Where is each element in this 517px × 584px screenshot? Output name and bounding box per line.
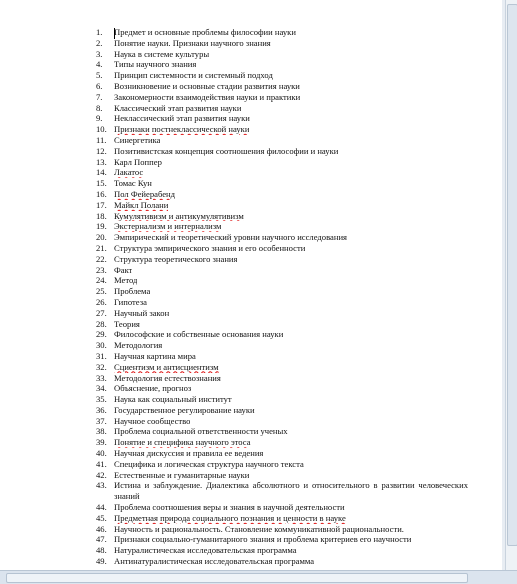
list-item-text: Карл Поппер [114,156,162,167]
list-item [96,167,468,178]
list-item-number: 36. [96,404,107,415]
list-item-text: Факт [114,264,133,275]
list-item-text: Классический этап развития науки [114,102,242,113]
list-item-text: Гипотеза [114,296,147,307]
list-item-number: 25. [96,286,107,297]
list-item-number: 41. [96,458,107,469]
list-item-text: Естественные и гуманитарные науки [114,469,250,480]
list-item [96,297,468,308]
list-item-number: 27. [96,307,107,318]
list-item [96,38,468,49]
list-item-number: 14. [96,167,107,178]
list-item-number: 44. [96,502,107,513]
list-item-text: Неклассический этап развития науки [114,113,250,124]
list-item-number: 18. [96,210,107,221]
list-item-text: Сциентизм и антисциентизм [114,361,219,372]
list-item-text: Закономерности взаимодействия науки и практики [114,91,301,102]
list-item-number: 17. [96,199,107,210]
list-item [96,124,468,135]
list-item-number: 11. [96,134,107,145]
list-item [96,351,468,362]
list-item-text: Кумулятивизм и антикумулятивизм [114,210,244,221]
list-item-text: Позитивистская концепция соотношения философии и науки [114,145,339,156]
list-item-text: Проблема социальной ответственности ученых [114,426,288,437]
list-item [96,232,468,243]
list-item-text: Философские и собственные основания науки [114,329,284,340]
list-item [96,513,468,524]
list-item-text: Принцип системности и системный подход [114,70,273,81]
list-item [96,92,468,103]
horizontal-scrollbar-thumb[interactable] [6,573,468,583]
list-item-text: Теория [114,318,140,329]
list-item-text: Истина и заблуждение. Диалектика абсолютного и относительного в развитии человеческих знаний [114,480,468,502]
list-item [96,373,468,384]
list-item-text: Понятие науки. Признаки научного знания [114,37,271,48]
list-item-number: 13. [96,156,107,167]
list-item [96,146,468,157]
list-item-text: Научное сообщество [114,415,191,426]
list-item-number: 39. [96,437,107,448]
list-item [96,59,468,70]
list-item-number: 46. [96,523,107,534]
topic-list [96,27,468,567]
list-item-text: Признаки социально-гуманитарного знания и проблема критериев его научности [114,534,412,545]
list-item [96,362,468,373]
list-item [96,319,468,330]
list-item-number: 16. [96,188,107,199]
list-item-number: 32. [96,361,107,372]
list-item-number: 26. [96,296,107,307]
list-item-number: 30. [96,340,107,351]
list-item-number: 23. [96,264,107,275]
list-item [96,103,468,114]
list-item-text: Специфика и логическая структура научного текста [114,458,304,469]
list-item [96,437,468,448]
list-item-text: Понятие и специфика научного этоса [114,437,251,448]
list-item [96,254,468,265]
list-item-number: 5. [96,70,103,81]
list-item [96,524,468,535]
list-item [96,211,468,222]
list-item [96,221,468,232]
list-item-number: 21. [96,242,107,253]
vertical-scrollbar-thumb[interactable] [507,4,517,546]
list-item [96,27,468,38]
list-item-number: 15. [96,178,107,189]
list-item [96,448,468,459]
list-item [96,416,468,427]
list-item-number: 1. [96,27,103,37]
list-item-number: 22. [96,253,107,264]
list-item-text: Проблема [114,286,151,297]
list-item [96,189,468,200]
list-item [96,157,468,168]
list-item [96,135,468,146]
list-item [96,394,468,405]
list-item-number: 40. [96,448,107,459]
list-item-number: 7. [96,91,103,102]
list-item-number: 6. [96,80,103,91]
list-item [96,470,468,481]
list-item-text: Проблема соотношения веры и знания в научной деятельности [114,502,345,513]
vertical-scrollbar[interactable] [505,0,517,570]
list-item-text: Пол Фейерабенд [114,188,175,199]
list-item-text: Научность и рациональность. Становление коммуникативной рациональности. [114,523,404,534]
list-item-number: 37. [96,415,107,426]
list-item-text: Экстернализм и интернализм [114,221,222,232]
list-item-text: Лакатос [114,167,144,178]
list-item [96,70,468,81]
list-item [96,545,468,556]
list-item-text: Научная картина мира [114,350,196,361]
list-item-number: 47. [96,534,107,545]
list-item-text: Синергетика [114,134,161,145]
list-item [96,49,468,60]
list-item-text: Признаки постнеклассической науки [114,124,250,135]
list-item-text: Натуралистическая исследовательская программа [114,545,297,556]
list-item-text: Методология [114,340,163,351]
list-item-number: 4. [96,59,103,70]
list-item-number: 2. [96,37,103,48]
list-item-number: 12. [96,145,107,156]
list-item-text: Антинатуралистическая исследовательская программа [114,556,315,567]
list-item [96,426,468,437]
list-item [96,200,468,211]
list-item-text: Научный закон [114,307,170,318]
list-item-text: Государственное регулирование науки [114,404,255,415]
list-item-number: 9. [96,113,103,124]
list-item-number: 38. [96,426,107,437]
list-item-text: Предмет и основные проблемы философии науки [114,27,296,37]
list-item-text: Предметная природа социального познания и ценности в науке [114,512,346,523]
list-item-number: 3. [96,48,103,59]
list-item-number: 24. [96,275,107,286]
list-item-text: Майкл Полани [114,199,169,210]
list-item [96,556,468,567]
list-item-text: Методология естествознания [114,372,221,383]
list-item-text: Возникновение и основные стадии развития науки [114,80,300,91]
list-item [96,81,468,92]
list-item [96,329,468,340]
list-item [96,383,468,394]
list-item-number: 20. [96,232,107,243]
list-item [96,502,468,513]
list-item-text: Наука как социальный институт [114,394,232,405]
list-item [96,178,468,189]
list-item [96,286,468,297]
list-item-number: 28. [96,318,107,329]
list-item [96,340,468,351]
list-item [96,534,468,545]
list-item [96,243,468,254]
list-item-number: 8. [96,102,103,113]
list-item-text: Научная дискуссия и правила ее ведения [114,448,264,459]
list-item [96,459,468,470]
list-item-text: Наука в системе культуры [114,48,210,59]
list-item-text: Структура эмпирического знания и его особенности [114,242,306,253]
list-item-number: 19. [96,221,107,232]
list-item-number: 29. [96,329,107,340]
list-item-number: 42. [96,469,107,480]
list-item-number: 43. [96,480,107,491]
list-item-number: 34. [96,383,107,394]
list-item [96,113,468,124]
list-item-text: Метод [114,275,138,286]
list-item [96,480,468,502]
list-item-text: Структура теоретического знания [114,253,238,264]
list-item-number: 35. [96,394,107,405]
list-item-text: Томас Кун [114,178,152,189]
list-item-number: 49. [96,556,107,567]
list-item-text: Объяснение, прогноз [114,383,192,394]
list-item-number: 31. [96,350,107,361]
list-item [96,308,468,319]
list-item-number: 33. [96,372,107,383]
list-item [96,275,468,286]
list-item-number: 48. [96,545,107,556]
list-item-text: Эмпирический и теоретический уровни научного исследования [114,232,347,243]
list-item [96,405,468,416]
list-item [96,265,468,276]
list-item-number: 10. [96,124,107,135]
list-item-text: Типы научного знания [114,59,197,70]
horizontal-scrollbar[interactable] [0,570,517,584]
list-item-number: 45. [96,512,107,523]
